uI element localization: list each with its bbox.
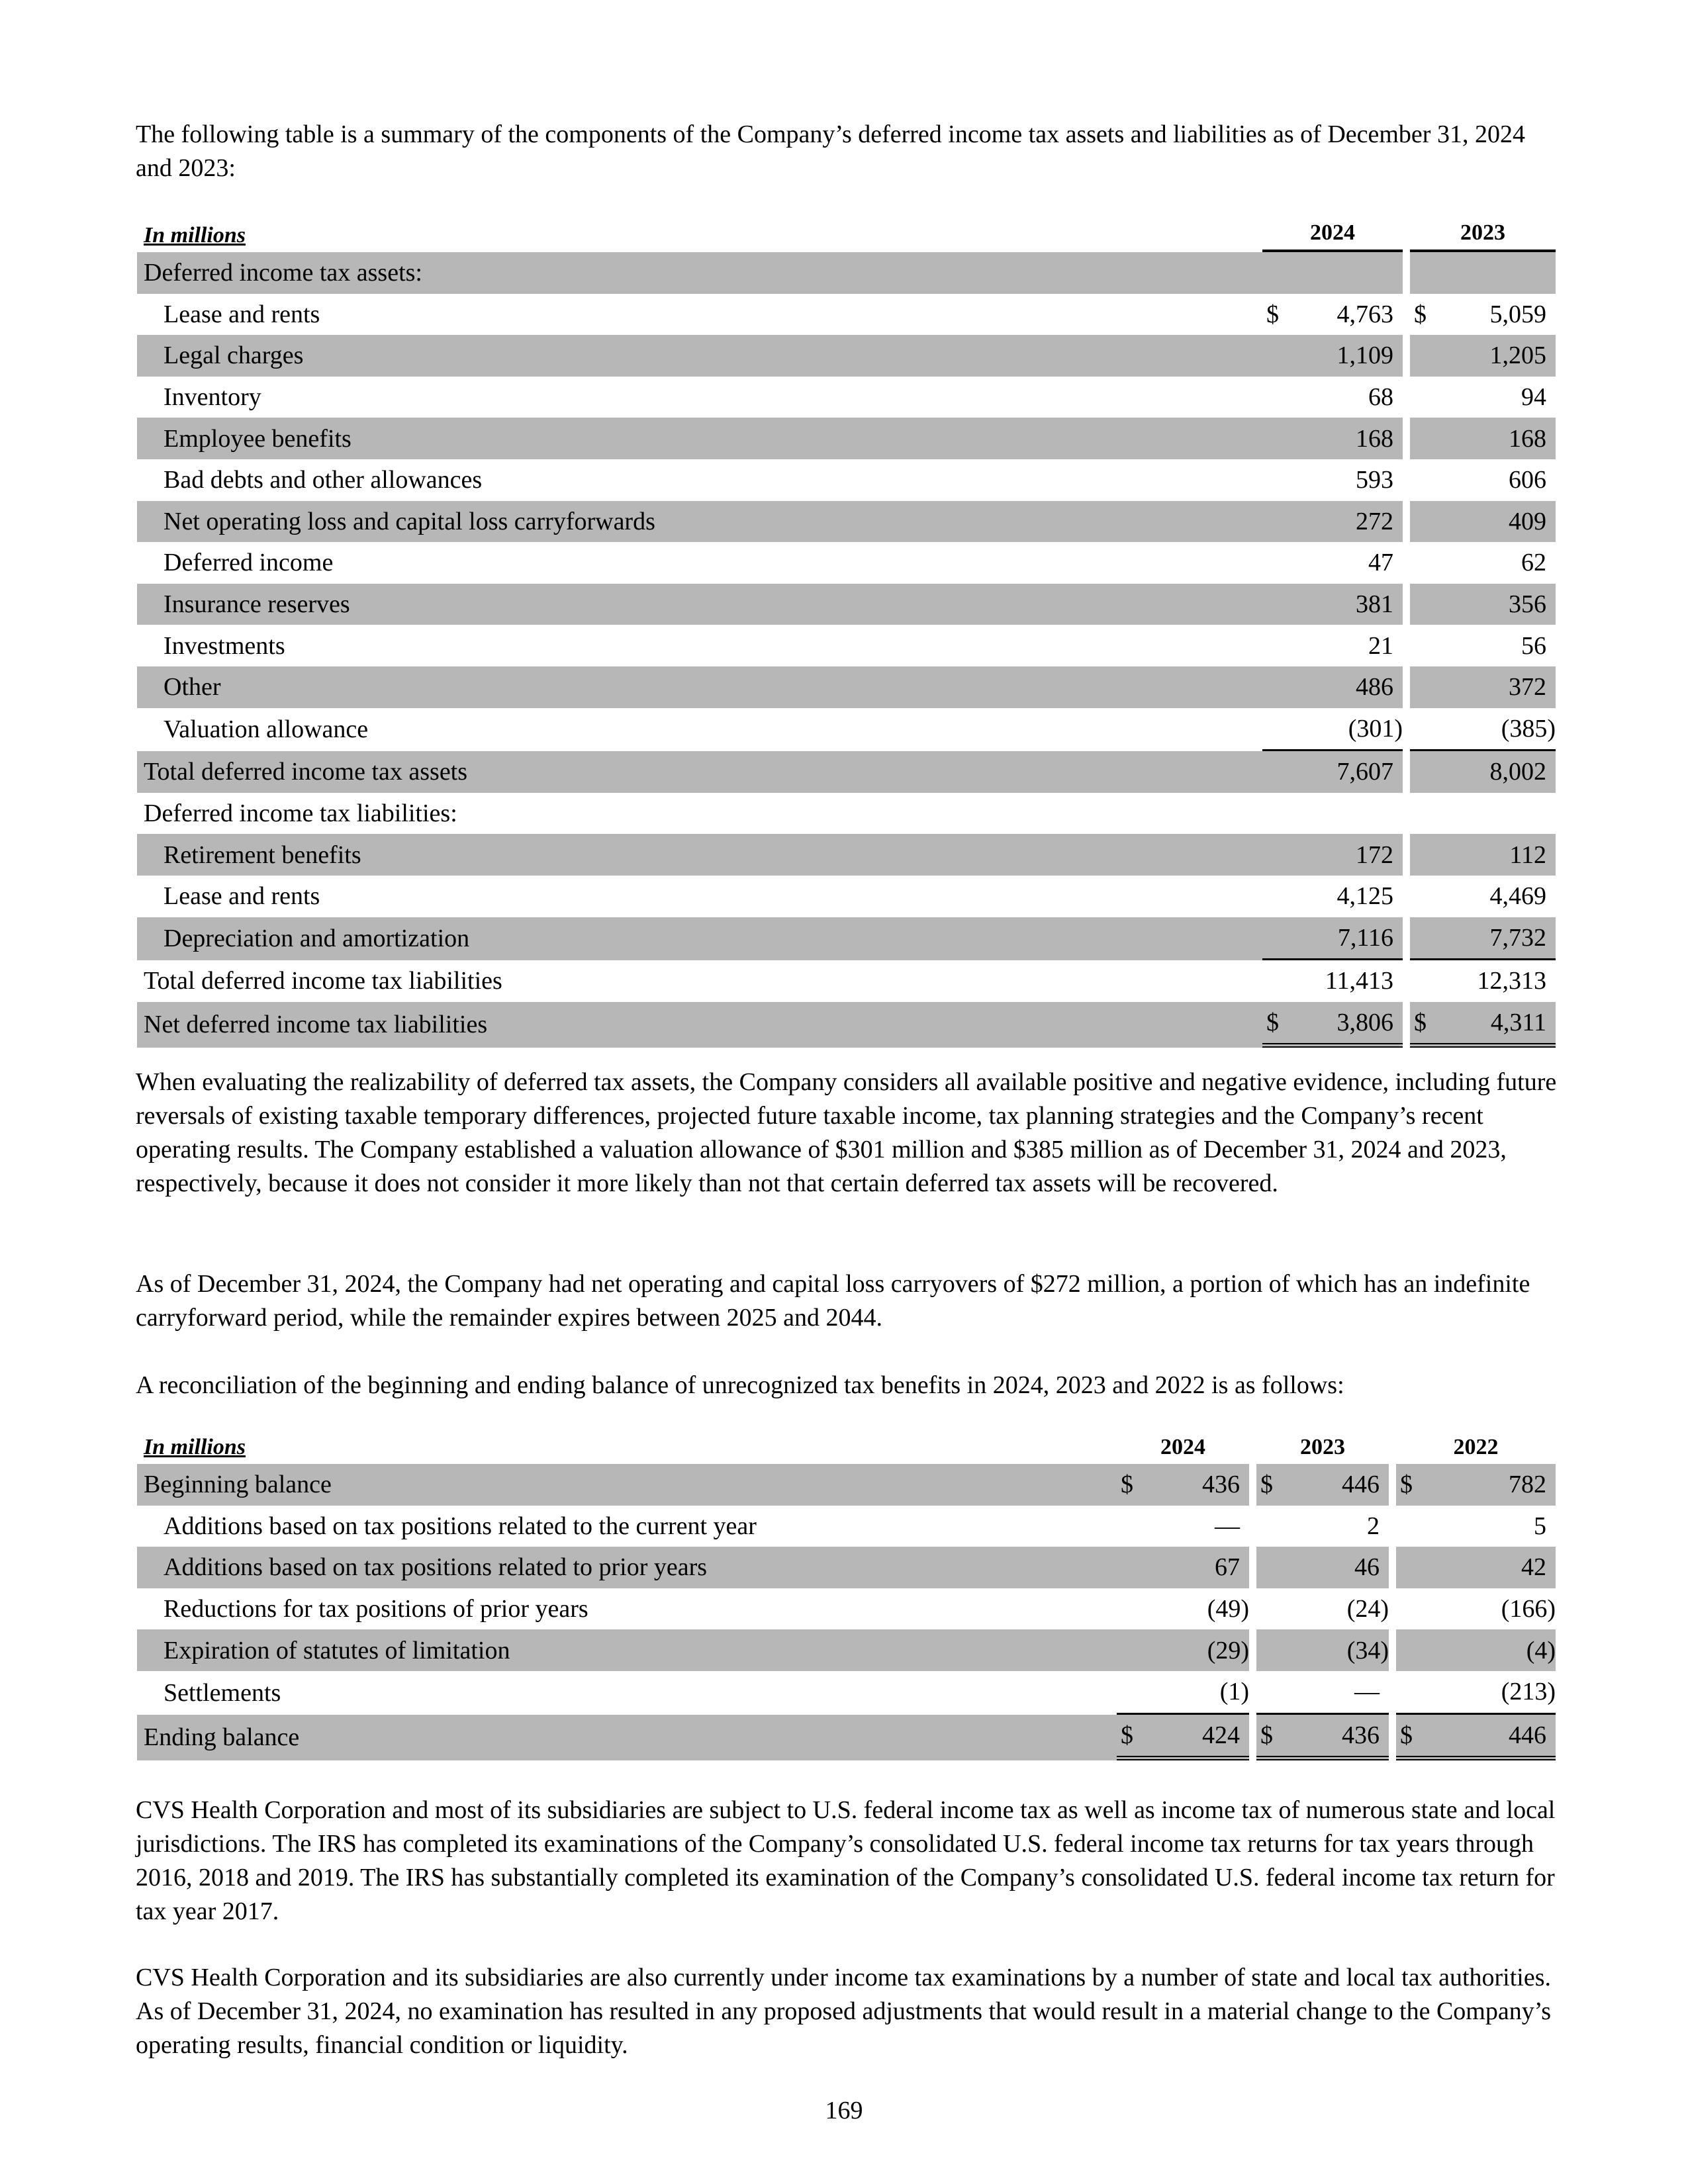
currency-symbol: $ bbox=[1256, 1464, 1286, 1506]
cell-value bbox=[1291, 252, 1403, 294]
row-label: Net operating loss and capital loss carryforwards bbox=[137, 501, 1262, 543]
currency-symbol bbox=[1410, 708, 1439, 752]
currency-symbol: $ bbox=[1117, 1715, 1146, 1761]
currency-symbol bbox=[1262, 335, 1291, 377]
row-label: Inventory bbox=[164, 383, 261, 412]
row-label: Settlements bbox=[164, 1678, 281, 1707]
reconciliation-intro-paragraph: A reconciliation of the beginning and ending balance of unrecognized tax benefits in 2024, 2023 and 2022 is as follows: bbox=[136, 1371, 1344, 1399]
currency-symbol bbox=[1262, 666, 1291, 708]
table-row bbox=[137, 1671, 1556, 1715]
row-label: Additions based on tax positions related to prior years bbox=[137, 1547, 1117, 1588]
currency-symbol bbox=[1410, 793, 1439, 835]
cell-value: (49) bbox=[1207, 1595, 1249, 1623]
cell-value: 168 bbox=[1439, 418, 1556, 459]
currency-symbol: $ bbox=[1396, 1715, 1425, 1761]
currency-symbol: $ bbox=[1266, 300, 1279, 328]
cell-value: 4,311 bbox=[1439, 1002, 1556, 1048]
row-label: Deferred income bbox=[164, 549, 334, 577]
cell-value: 372 bbox=[1439, 666, 1556, 708]
currency-symbol bbox=[1410, 584, 1439, 625]
cell-value: 5 bbox=[1534, 1512, 1546, 1540]
cell-value: 62 bbox=[1521, 549, 1546, 577]
unrecognized-tax-benefits-table bbox=[137, 1421, 1556, 1760]
currency-symbol bbox=[1262, 917, 1291, 961]
column-header-year: 2022 bbox=[1453, 1435, 1499, 1459]
deferred-tax-table bbox=[137, 206, 1556, 1048]
currency-symbol bbox=[1256, 1671, 1286, 1715]
cell-value: 1,205 bbox=[1439, 335, 1556, 377]
currency-symbol bbox=[1262, 960, 1291, 1002]
table-row bbox=[137, 584, 1556, 625]
cell-value: 381 bbox=[1291, 584, 1403, 625]
currency-symbol bbox=[1262, 418, 1291, 459]
table-row bbox=[137, 1506, 1556, 1547]
currency-symbol bbox=[1262, 584, 1291, 625]
cell-value: 446 bbox=[1425, 1715, 1556, 1761]
row-label: Deferred income tax liabilities: bbox=[144, 799, 457, 828]
row-label: Lease and rents bbox=[164, 882, 320, 911]
cell-value bbox=[1439, 252, 1556, 294]
table-header-label: In millions bbox=[144, 223, 246, 248]
table-row bbox=[137, 708, 1556, 752]
cell-value: 424 bbox=[1146, 1715, 1249, 1761]
column-header-year: 2023 bbox=[1410, 206, 1556, 252]
currency-symbol bbox=[1256, 1629, 1286, 1671]
cell-value: (166) bbox=[1501, 1595, 1556, 1623]
currency-symbol bbox=[1262, 459, 1291, 501]
table-row bbox=[137, 377, 1556, 418]
table-row bbox=[137, 501, 1556, 543]
currency-symbol bbox=[1396, 1629, 1425, 1671]
currency-symbol bbox=[1117, 1629, 1146, 1671]
cell-value: 272 bbox=[1291, 501, 1403, 543]
cell-value: (1) bbox=[1146, 1671, 1249, 1715]
row-label: Expiration of statutes of limitation bbox=[137, 1629, 1117, 1671]
intro-paragraph: The following table is a summary of the components of the Company’s deferred income tax assets and liabilities as of December 31, 2024 and 2023: bbox=[136, 120, 1525, 182]
table-row bbox=[137, 666, 1556, 708]
currency-symbol bbox=[1396, 1547, 1425, 1588]
cell-value: 172 bbox=[1291, 834, 1403, 876]
table-row bbox=[137, 252, 1556, 294]
table-row bbox=[137, 917, 1556, 961]
cell-value: (29) bbox=[1146, 1629, 1249, 1671]
currency-symbol bbox=[1410, 501, 1439, 543]
table-row bbox=[137, 876, 1556, 917]
currency-symbol bbox=[1262, 542, 1291, 584]
cell-value: 4,125 bbox=[1336, 882, 1393, 911]
cell-value: 356 bbox=[1439, 584, 1556, 625]
currency-symbol bbox=[1410, 834, 1439, 876]
cell-value: 3,806 bbox=[1291, 1002, 1403, 1048]
currency-symbol bbox=[1396, 1506, 1425, 1547]
currency-symbol bbox=[1117, 1588, 1146, 1630]
currency-symbol bbox=[1262, 625, 1291, 666]
table-row bbox=[137, 625, 1556, 666]
currency-symbol bbox=[1256, 1506, 1286, 1547]
row-label: Deferred income tax assets: bbox=[137, 252, 1262, 294]
currency-symbol bbox=[1262, 834, 1291, 876]
table-row bbox=[137, 294, 1556, 336]
table-row bbox=[137, 1588, 1556, 1630]
currency-symbol bbox=[1396, 1671, 1425, 1715]
row-label: Retirement benefits bbox=[137, 834, 1262, 876]
state-examination-paragraph: CVS Health Corporation and its subsidiaries are also currently under income tax examinations by a number of state and local tax authorities. As of December 31, 2024, no examination has resulted in any proposed adjustments that would result in a material change to the Company’s operating results, financial condition or liquidity. bbox=[136, 1964, 1552, 2059]
page-number: 169 bbox=[825, 2097, 863, 2124]
valuation-paragraph: When evaluating the realizability of deferred tax assets, the Company considers all available positive and negative evidence, including future reversals of existing taxable temporary differences, projected future taxable income, tax planning strategies and the Company’s recent operating results. The Company established a valuation allowance of $301 million and $385 million as of December 31, 2024 and 2023, respectively, because it does not consider it more likely than not that certain deferred tax assets will be recovered. bbox=[136, 1068, 1557, 1197]
row-label: Reductions for tax positions of prior years bbox=[164, 1595, 588, 1623]
row-label: Legal charges bbox=[137, 335, 1262, 377]
cell-value: 46 bbox=[1286, 1547, 1389, 1588]
cell-value: 168 bbox=[1291, 418, 1403, 459]
table-row bbox=[137, 335, 1556, 377]
cell-value: (213) bbox=[1425, 1671, 1556, 1715]
cell-value: 436 bbox=[1286, 1715, 1389, 1761]
cell-value: 606 bbox=[1509, 466, 1546, 494]
table-row bbox=[137, 1715, 1556, 1761]
row-label: Bad debts and other allowances bbox=[164, 466, 483, 494]
column-header-year: 2024 bbox=[1160, 1435, 1205, 1459]
currency-symbol bbox=[1117, 1506, 1146, 1547]
cell-value: 486 bbox=[1291, 666, 1403, 708]
currency-symbol bbox=[1262, 252, 1291, 294]
currency-symbol bbox=[1410, 377, 1439, 418]
cell-value: 7,116 bbox=[1291, 917, 1403, 961]
cell-value: 4,469 bbox=[1489, 882, 1546, 911]
row-label: Employee benefits bbox=[137, 418, 1262, 459]
currency-symbol bbox=[1262, 876, 1291, 917]
currency-symbol: $ bbox=[1410, 1002, 1439, 1048]
table-row bbox=[137, 793, 1556, 835]
table-row bbox=[137, 1629, 1556, 1671]
row-label: Total deferred income tax liabilities bbox=[144, 967, 502, 995]
cell-value: (385) bbox=[1439, 708, 1556, 752]
cell-value: 42 bbox=[1425, 1547, 1556, 1588]
currency-symbol bbox=[1410, 459, 1439, 501]
cell-value: (24) bbox=[1346, 1595, 1389, 1623]
currency-symbol bbox=[1410, 335, 1439, 377]
row-label: Beginning balance bbox=[137, 1464, 1117, 1506]
cell-value: 593 bbox=[1356, 466, 1393, 494]
currency-symbol bbox=[1410, 751, 1439, 793]
table-row bbox=[137, 1547, 1556, 1588]
currency-symbol bbox=[1262, 793, 1291, 835]
cell-value: 112 bbox=[1439, 834, 1556, 876]
irs-examination-paragraph: CVS Health Corporation and most of its subsidiaries are subject to U.S. federal income tax as well as income tax of numerous state and local jurisdictions. The IRS has completed its examinations of the Company’s consolidated U.S. federal income tax returns for tax years through 2016, 2018 and 2019. The IRS has substantially completed its examination of the Company’s consolidated U.S. federal income tax return for tax year 2017. bbox=[136, 1796, 1556, 1925]
table-row bbox=[137, 459, 1556, 501]
carryover-paragraph: As of December 31, 2024, the Company had net operating and capital loss carryovers of $272 million, a portion of which has an indefinite carryforward period, while the remainder expires between 2025 and 2044. bbox=[136, 1270, 1530, 1332]
cell-value: 7,607 bbox=[1291, 751, 1403, 793]
row-label: Investments bbox=[164, 631, 285, 660]
cell-value: 11,413 bbox=[1325, 967, 1393, 995]
cell-value: 1,109 bbox=[1291, 335, 1403, 377]
cell-value: 47 bbox=[1368, 549, 1393, 577]
row-label: Other bbox=[137, 666, 1262, 708]
row-label: Additions based on tax positions related to the current year bbox=[164, 1512, 757, 1540]
table-row bbox=[137, 751, 1556, 793]
row-label: Net deferred income tax liabilities bbox=[137, 1002, 1262, 1048]
currency-symbol: $ bbox=[1414, 300, 1427, 328]
cell-value: 7,732 bbox=[1439, 917, 1556, 961]
currency-symbol bbox=[1262, 708, 1291, 752]
cell-value: 436 bbox=[1146, 1464, 1249, 1506]
currency-symbol bbox=[1262, 501, 1291, 543]
row-label: Lease and rents bbox=[164, 300, 320, 328]
currency-symbol bbox=[1256, 1588, 1286, 1630]
cell-value: 94 bbox=[1521, 383, 1546, 412]
cell-value: 12,313 bbox=[1477, 967, 1546, 995]
cell-value: — bbox=[1215, 1512, 1240, 1540]
row-label: Valuation allowance bbox=[164, 715, 369, 744]
currency-symbol bbox=[1117, 1671, 1146, 1715]
currency-symbol: $ bbox=[1256, 1715, 1286, 1761]
cell-value: 782 bbox=[1425, 1464, 1556, 1506]
cell-value: 68 bbox=[1368, 383, 1393, 412]
currency-symbol: $ bbox=[1117, 1464, 1146, 1506]
cell-value bbox=[1439, 793, 1556, 835]
row-label: Insurance reserves bbox=[137, 584, 1262, 625]
cell-value: (301) bbox=[1291, 708, 1403, 752]
cell-value: 4,763 bbox=[1336, 300, 1393, 328]
row-label: Ending balance bbox=[137, 1715, 1117, 1761]
table-row bbox=[137, 418, 1556, 459]
currency-symbol bbox=[1256, 1547, 1286, 1588]
cell-value: 2 bbox=[1367, 1512, 1380, 1540]
cell-value: (4) bbox=[1425, 1629, 1556, 1671]
currency-symbol bbox=[1117, 1547, 1146, 1588]
table-row bbox=[137, 542, 1556, 584]
currency-symbol bbox=[1262, 377, 1291, 418]
currency-symbol bbox=[1410, 625, 1439, 666]
currency-symbol bbox=[1410, 876, 1439, 917]
currency-symbol bbox=[1410, 252, 1439, 294]
cell-value: (34) bbox=[1286, 1629, 1389, 1671]
table-row bbox=[137, 1464, 1556, 1506]
currency-symbol: $ bbox=[1396, 1464, 1425, 1506]
currency-symbol bbox=[1410, 917, 1439, 961]
currency-symbol: $ bbox=[1262, 1002, 1291, 1048]
table-row bbox=[137, 834, 1556, 876]
cell-value: 5,059 bbox=[1489, 300, 1546, 328]
cell-value: 67 bbox=[1146, 1547, 1249, 1588]
currency-symbol bbox=[1262, 751, 1291, 793]
cell-value: 56 bbox=[1521, 631, 1546, 660]
table-row bbox=[137, 1002, 1556, 1048]
table-row bbox=[137, 960, 1556, 1002]
column-header-year: 2023 bbox=[1300, 1435, 1345, 1459]
cell-value: 21 bbox=[1368, 631, 1393, 660]
currency-symbol bbox=[1396, 1588, 1425, 1630]
table-header-label: In millions bbox=[144, 1435, 246, 1459]
cell-value: 446 bbox=[1286, 1464, 1389, 1506]
row-label: Depreciation and amortization bbox=[137, 917, 1262, 961]
currency-symbol bbox=[1410, 542, 1439, 584]
cell-value bbox=[1291, 793, 1403, 835]
currency-symbol bbox=[1410, 666, 1439, 708]
cell-value: — bbox=[1286, 1671, 1389, 1715]
currency-symbol bbox=[1410, 418, 1439, 459]
cell-value: 409 bbox=[1439, 501, 1556, 543]
row-label: Total deferred income tax assets bbox=[137, 751, 1262, 793]
currency-symbol bbox=[1410, 960, 1439, 1002]
column-header-year: 2024 bbox=[1262, 206, 1403, 252]
cell-value: 8,002 bbox=[1439, 751, 1556, 793]
